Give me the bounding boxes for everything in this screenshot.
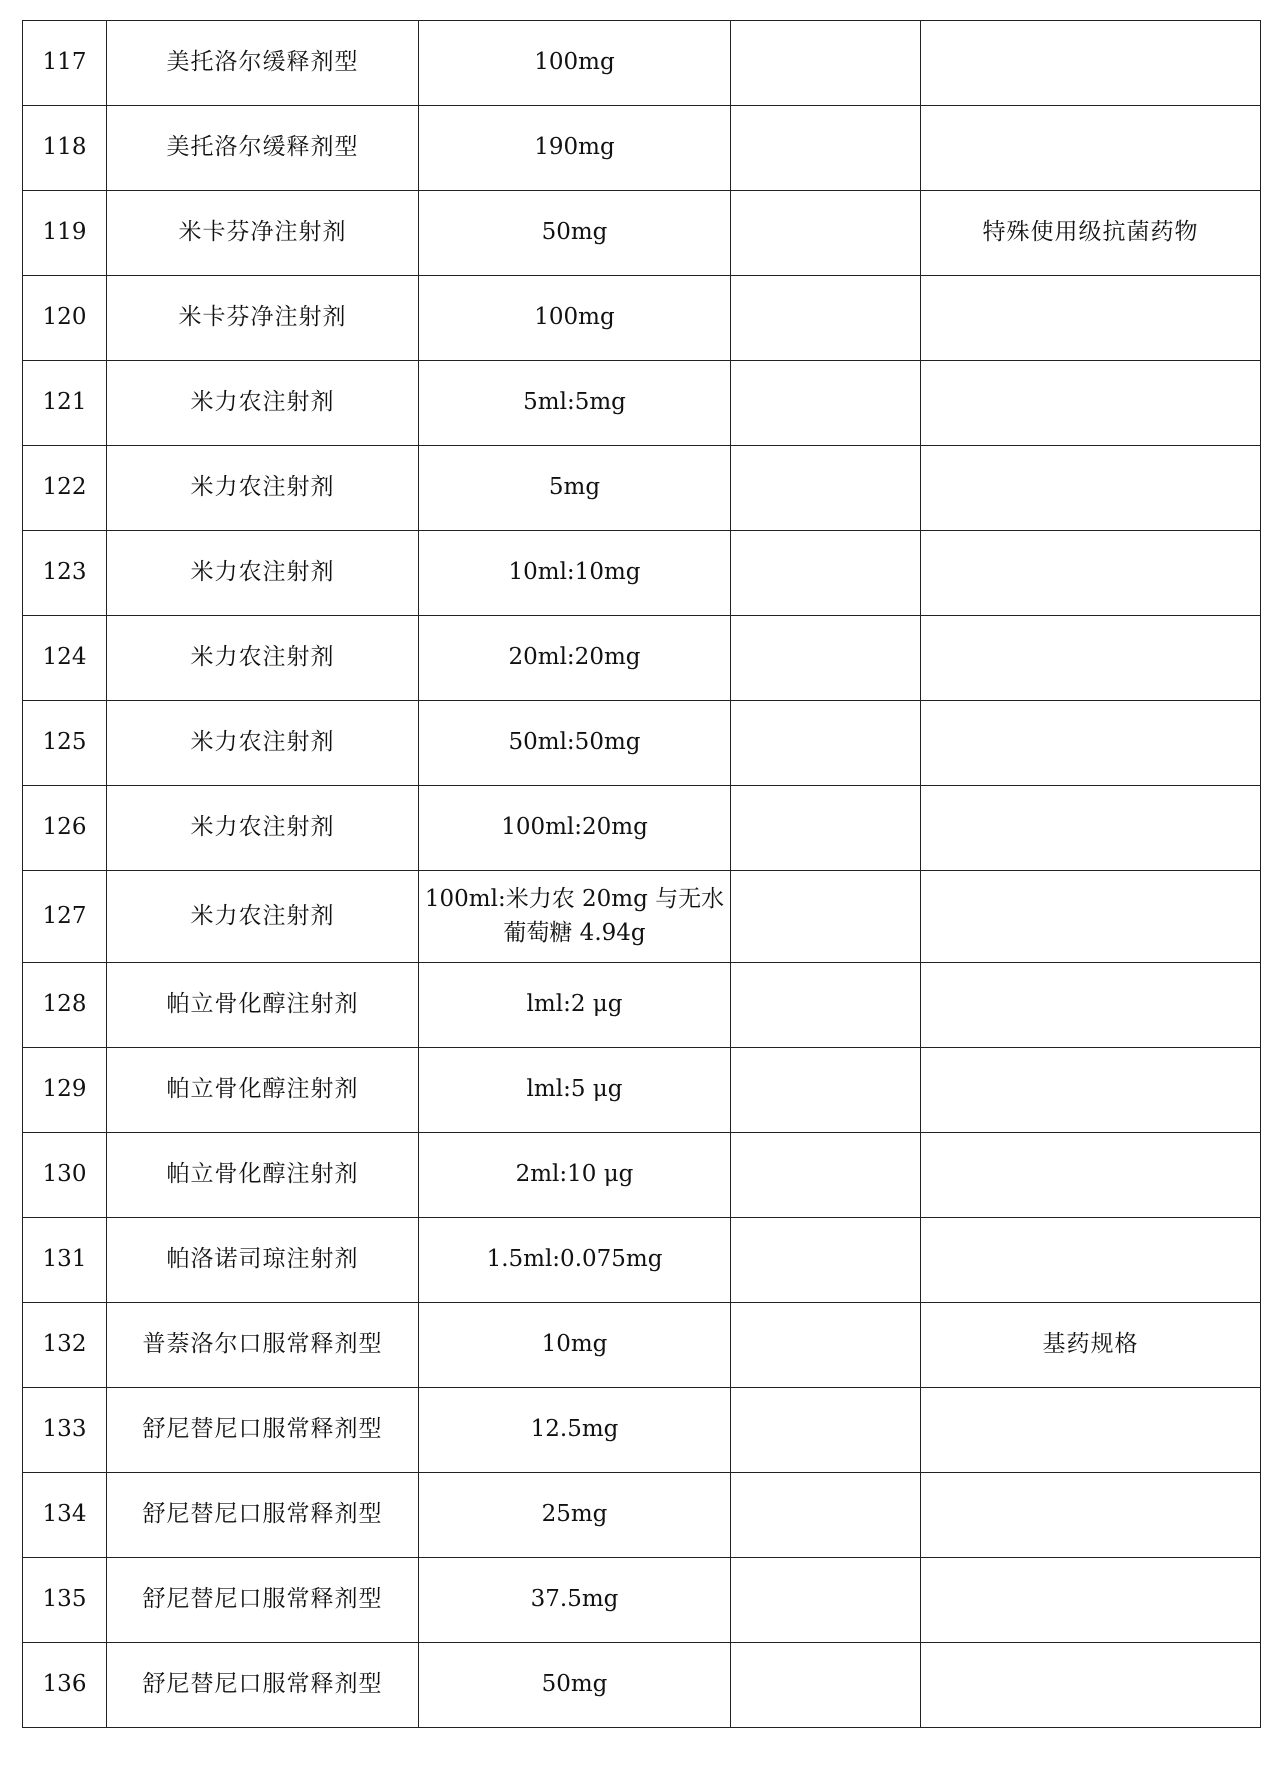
empty-column-cell: [731, 276, 921, 361]
table-row: [23, 531, 1261, 616]
row-number-cell: 136: [23, 1643, 107, 1728]
table-row: [23, 106, 1261, 191]
drug-name-cell: 舒尼替尼口服常释剂型: [107, 1388, 419, 1473]
table-row: [23, 1303, 1261, 1388]
empty-column-cell: [731, 701, 921, 786]
empty-column-cell: [731, 1303, 921, 1388]
table-row: [23, 963, 1261, 1048]
drug-table: [22, 20, 1261, 1728]
specification-cell: 10ml:10mg: [419, 531, 731, 616]
drug-name-cell: 米力农注射剂: [107, 701, 419, 786]
remark-cell: [921, 1388, 1261, 1473]
empty-column-cell: [731, 1218, 921, 1303]
specification-cell: 2ml:10 μg: [419, 1133, 731, 1218]
row-number-cell: 126: [23, 786, 107, 871]
drug-name-cell: 帕洛诺司琼注射剂: [107, 1218, 419, 1303]
drug-name-cell: 米力农注射剂: [107, 616, 419, 701]
table-row: [23, 1048, 1261, 1133]
table-row: [23, 616, 1261, 701]
remark-cell: [921, 701, 1261, 786]
row-number-cell: 119: [23, 191, 107, 276]
row-number-cell: 128: [23, 963, 107, 1048]
drug-name-cell: 美托洛尔缓释剂型: [107, 21, 419, 106]
empty-column-cell: [731, 1133, 921, 1218]
remark-cell: [921, 1473, 1261, 1558]
empty-column-cell: [731, 446, 921, 531]
table-row: [23, 276, 1261, 361]
specification-cell: 100ml:20mg: [419, 786, 731, 871]
row-number-cell: 134: [23, 1473, 107, 1558]
remark-cell: [921, 1133, 1261, 1218]
drug-name-cell: 米力农注射剂: [107, 361, 419, 446]
empty-column-cell: [731, 1473, 921, 1558]
specification-cell: 37.5mg: [419, 1558, 731, 1643]
empty-column-cell: [731, 1388, 921, 1473]
remark-cell: [921, 963, 1261, 1048]
remark-cell: [921, 1218, 1261, 1303]
specification-cell: 50mg: [419, 191, 731, 276]
specification-cell: 25mg: [419, 1473, 731, 1558]
remark-cell: 特殊使用级抗菌药物: [921, 191, 1261, 276]
table-row: [23, 191, 1261, 276]
table-row: [23, 446, 1261, 531]
row-number-cell: 124: [23, 616, 107, 701]
table-row: [23, 871, 1261, 963]
specification-cell: 5mg: [419, 446, 731, 531]
table-row: [23, 1218, 1261, 1303]
table-row: [23, 1558, 1261, 1643]
remark-cell: [921, 21, 1261, 106]
specification-cell: 5ml:5mg: [419, 361, 731, 446]
specification-cell: 1.5ml:0.075mg: [419, 1218, 731, 1303]
drug-name-cell: 帕立骨化醇注射剂: [107, 1048, 419, 1133]
drug-name-cell: 米力农注射剂: [107, 871, 419, 963]
table-row: [23, 1643, 1261, 1728]
specification-cell: lml:5 μg: [419, 1048, 731, 1133]
table-row: [23, 21, 1261, 106]
empty-column-cell: [731, 191, 921, 276]
row-number-cell: 117: [23, 21, 107, 106]
empty-column-cell: [731, 1558, 921, 1643]
table-body: [23, 21, 1261, 1728]
row-number-cell: 127: [23, 871, 107, 963]
row-number-cell: 118: [23, 106, 107, 191]
remark-cell: [921, 531, 1261, 616]
row-number-cell: 121: [23, 361, 107, 446]
document-page: [22, 20, 1260, 1728]
specification-cell: 20ml:20mg: [419, 616, 731, 701]
specification-cell: 100mg: [419, 276, 731, 361]
specification-cell: 50mg: [419, 1643, 731, 1728]
drug-name-cell: 米力农注射剂: [107, 446, 419, 531]
empty-column-cell: [731, 871, 921, 963]
drug-name-cell: 舒尼替尼口服常释剂型: [107, 1558, 419, 1643]
remark-cell: [921, 1048, 1261, 1133]
drug-name-cell: 帕立骨化醇注射剂: [107, 1133, 419, 1218]
remark-cell: [921, 871, 1261, 963]
empty-column-cell: [731, 1048, 921, 1133]
drug-name-cell: 帕立骨化醇注射剂: [107, 963, 419, 1048]
specification-cell: 12.5mg: [419, 1388, 731, 1473]
specification-cell: 50ml:50mg: [419, 701, 731, 786]
drug-name-cell: 米卡芬净注射剂: [107, 191, 419, 276]
specification-cell: 100mg: [419, 21, 731, 106]
empty-column-cell: [731, 1643, 921, 1728]
remark-cell: [921, 1558, 1261, 1643]
row-number-cell: 125: [23, 701, 107, 786]
row-number-cell: 133: [23, 1388, 107, 1473]
remark-cell: 基药规格: [921, 1303, 1261, 1388]
row-number-cell: 122: [23, 446, 107, 531]
empty-column-cell: [731, 361, 921, 446]
empty-column-cell: [731, 106, 921, 191]
drug-name-cell: 米卡芬净注射剂: [107, 276, 419, 361]
row-number-cell: 132: [23, 1303, 107, 1388]
row-number-cell: 130: [23, 1133, 107, 1218]
table-row: [23, 1388, 1261, 1473]
drug-name-cell: 舒尼替尼口服常释剂型: [107, 1473, 419, 1558]
table-row: [23, 1133, 1261, 1218]
remark-cell: [921, 446, 1261, 531]
row-number-cell: 123: [23, 531, 107, 616]
table-row: [23, 1473, 1261, 1558]
drug-name-cell: 舒尼替尼口服常释剂型: [107, 1643, 419, 1728]
empty-column-cell: [731, 616, 921, 701]
empty-column-cell: [731, 531, 921, 616]
remark-cell: [921, 786, 1261, 871]
row-number-cell: 120: [23, 276, 107, 361]
row-number-cell: 131: [23, 1218, 107, 1303]
specification-cell: lml:2 μg: [419, 963, 731, 1048]
empty-column-cell: [731, 786, 921, 871]
table-row: [23, 361, 1261, 446]
table-row: [23, 701, 1261, 786]
row-number-cell: 129: [23, 1048, 107, 1133]
remark-cell: [921, 276, 1261, 361]
remark-cell: [921, 616, 1261, 701]
drug-name-cell: 普萘洛尔口服常释剂型: [107, 1303, 419, 1388]
specification-cell: 10mg: [419, 1303, 731, 1388]
drug-name-cell: 米力农注射剂: [107, 786, 419, 871]
remark-cell: [921, 1643, 1261, 1728]
specification-cell: 190mg: [419, 106, 731, 191]
empty-column-cell: [731, 21, 921, 106]
drug-name-cell: 美托洛尔缓释剂型: [107, 106, 419, 191]
remark-cell: [921, 106, 1261, 191]
table-row: [23, 786, 1261, 871]
specification-cell: 100ml:米力农 20mg 与无水葡萄糖 4.94g: [419, 871, 731, 963]
drug-name-cell: 米力农注射剂: [107, 531, 419, 616]
remark-cell: [921, 361, 1261, 446]
empty-column-cell: [731, 963, 921, 1048]
row-number-cell: 135: [23, 1558, 107, 1643]
